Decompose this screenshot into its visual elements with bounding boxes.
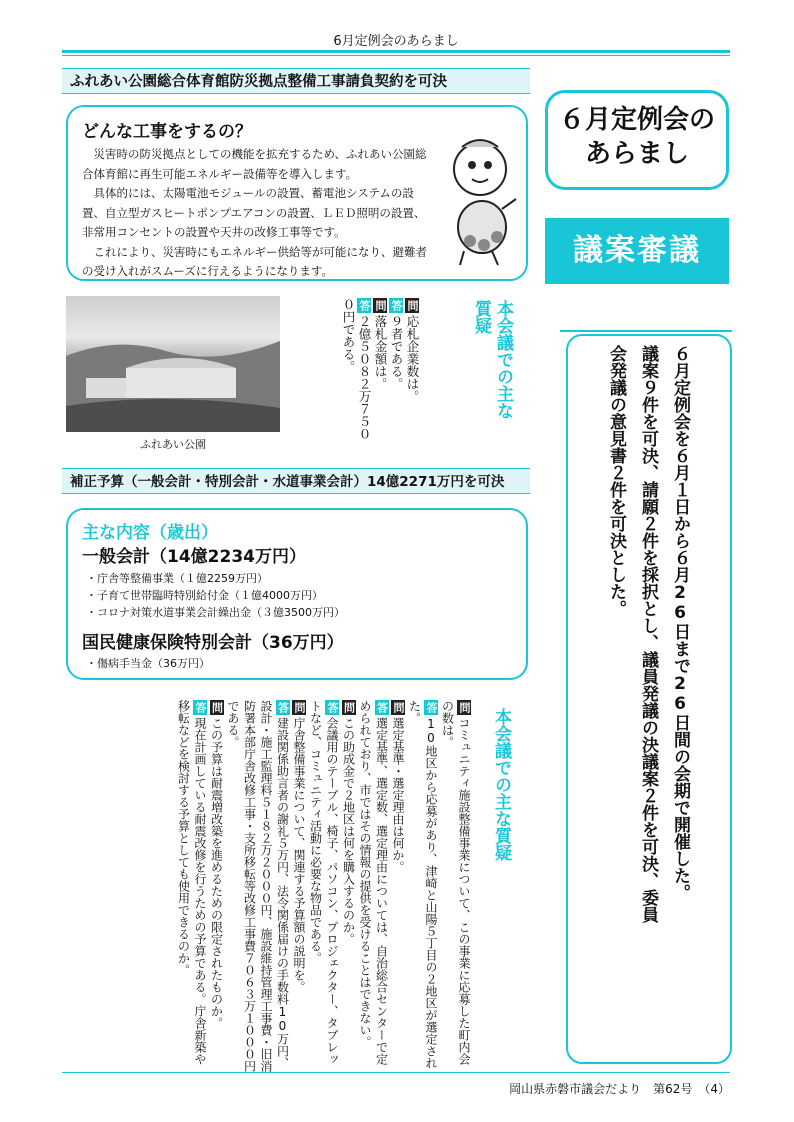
section1-paragraph: これにより、災害時にもエネルギー供給等が可能になり、避難者の受け入れがスムーズに行えるようになります。 [82,244,427,278]
qa-answer-label: 答 [276,702,290,713]
summary-line: 会発議の意見書２件を可決とした。 [606,345,626,617]
qa-item [439,700,472,1072]
qa-question-label: 問 [406,300,419,311]
header-rule [62,50,730,53]
qa-text: 選定基準、選定数、選定理由については、自治総合センターで定められており、市ではその情報の提供を受けることはできない。 [358,700,389,1065]
qa-item [291,700,308,1072]
nhi-account-list [86,655,210,672]
title-line-1: ６月定例会の [558,105,715,135]
general-account-title: 一般会計（14億2234万円） [82,547,306,567]
general-account-list [86,570,345,621]
qa-answer-label: 答 [390,300,403,311]
qa-item [208,700,225,1072]
section1-box [66,105,528,281]
agenda-box [545,218,729,284]
qa-answer-label: 答 [326,702,339,713]
budget-item: ・庁舎等整備事業（１億2259万円） [86,572,268,585]
qa-text: 建設関係助言者の謝礼５万円、法令関係届けの手数料10万円、設計・施工監理料５１８２万２０００円、施設維持管理工事費・旧消防署本部庁舎改修工事・支所移転等改修工事費７０６３万１０００円である。 [226,700,290,1072]
title-box [545,90,729,190]
qa-text: 現在計画している耐震改修を行うための予算である。庁舎新築や移転などを検討する予算としても使用できるのか。 [176,700,207,1065]
qa-item [406,700,439,1072]
budget-item: ・傷病手当金（36万円） [86,657,210,670]
qa-text: ２億５０８２万７５００円である。 [341,298,372,440]
section1-box-body [82,145,436,282]
qa-text: 庁舎整備事業について、関連する予算額の説明を。 [292,717,306,993]
mascot-illustration [442,129,522,269]
footer-rule [62,1072,730,1073]
qa-text: コミュニティ施設整備事業について、この事業に応募した町内会の数は。 [440,700,471,1065]
qa-answer-label: 答 [358,300,371,311]
qa-question-label: 問 [293,702,306,713]
qa-answer-label: 答 [194,702,207,713]
section2-qa [66,700,472,1072]
qa-text: 落札金額は。 [373,315,388,390]
footer-text: 岡山県赤磐市議会だより 第62号 （4） [509,1082,730,1096]
section2-box-title: 主な内容（歳出） [82,523,218,543]
budget-item: ・子育て世帯臨時特別給付金（１億4000万円） [86,589,323,602]
agenda-label: 議案審議 [573,233,701,268]
qa-question-label: 問 [392,702,405,713]
qa-text: ９者である。 [389,315,404,390]
section1-qa-title: 本会議での主な質疑 [471,300,513,419]
header-title: 6月定例会のあらまし [333,34,459,49]
section1-heading [62,68,530,94]
summary-text [600,345,696,1045]
summary-box-shadow [560,330,732,332]
qa-text: この助成金で２地区は何を購入するのか。 [341,717,356,945]
park-photo-drawing [66,296,280,432]
qa-answer-label: 答 [375,702,389,713]
qa-item [175,700,208,1072]
header-rule-thin [62,55,730,56]
park-photo [66,296,280,432]
section2-box [66,508,528,680]
qa-item [225,700,291,1072]
qa-text: 選定基準・選定理由は何か。 [391,717,405,873]
section2-qa-title: 本会議での主な質疑 [491,708,511,861]
qa-question-label: 問 [342,702,356,713]
qa-item [307,700,340,1072]
qa-question-label: 問 [458,702,471,713]
section2-heading-text: 補正予算（一般会計・特別会計・水道事業会計）14億2271万円を可決 [70,474,505,490]
qa-answer-label: 答 [425,702,438,713]
budget-item: ・コロナ対策水道事業会計繰出金（３億3500万円） [86,606,345,619]
title-line-2: あらまし [584,139,689,169]
qa-text: 会議用のテーブル、椅子、パソコン、プロジェクター、タブレットなど、コミュニティ活動に必要な物品である。 [308,700,339,1065]
qa-item [357,700,390,1072]
qa-text: この予算は耐震増改築を進めるための限定されたものか。 [209,717,224,1029]
section1-heading-text: ふれあい公園総合体育館防災拠点整備工事請負契約を可決 [70,74,447,90]
page-header [62,30,730,52]
nhi-account-title: 国民健康保険特別会計（36万円） [82,633,344,653]
qa-item [390,700,407,1072]
summary-line: ６月定例会を６月１日から６月26日まで26日間の会期で開催した。 [670,345,690,901]
qa-item [340,700,357,1072]
qa-question-label: 問 [210,702,224,713]
section1-paragraph: 具体的には、太陽電池モジュールの設置、蓄電池システムの設置、自立型ガスヒートポンプエアコンの設置、ＬＥＤ照明の設置、非常用コンセントの設置や天井の改修工事等です。 [82,186,426,239]
qa-text: 応札企業数は。 [405,315,420,403]
qa-text: 10地区から応募があり、津崎と山陽５丁目の２地区が選定された。 [407,700,438,1069]
section1-qa [340,298,420,448]
summary-line: 議案９件を可決、請願２件を採択とし、議員発議の決議案２件を可決、委員 [638,345,658,923]
section1-paragraph: 災害時の防災拠点としての機能を拡充するため、ふれあい公園総合体育館に再生可能エネルギー設備等を導入します。 [82,147,427,181]
section1-box-title: どんな工事をするの？ [82,122,252,142]
photo-caption: ふれあい公園 [140,438,206,451]
qa-question-label: 問 [374,300,387,311]
section2-heading [62,468,530,494]
